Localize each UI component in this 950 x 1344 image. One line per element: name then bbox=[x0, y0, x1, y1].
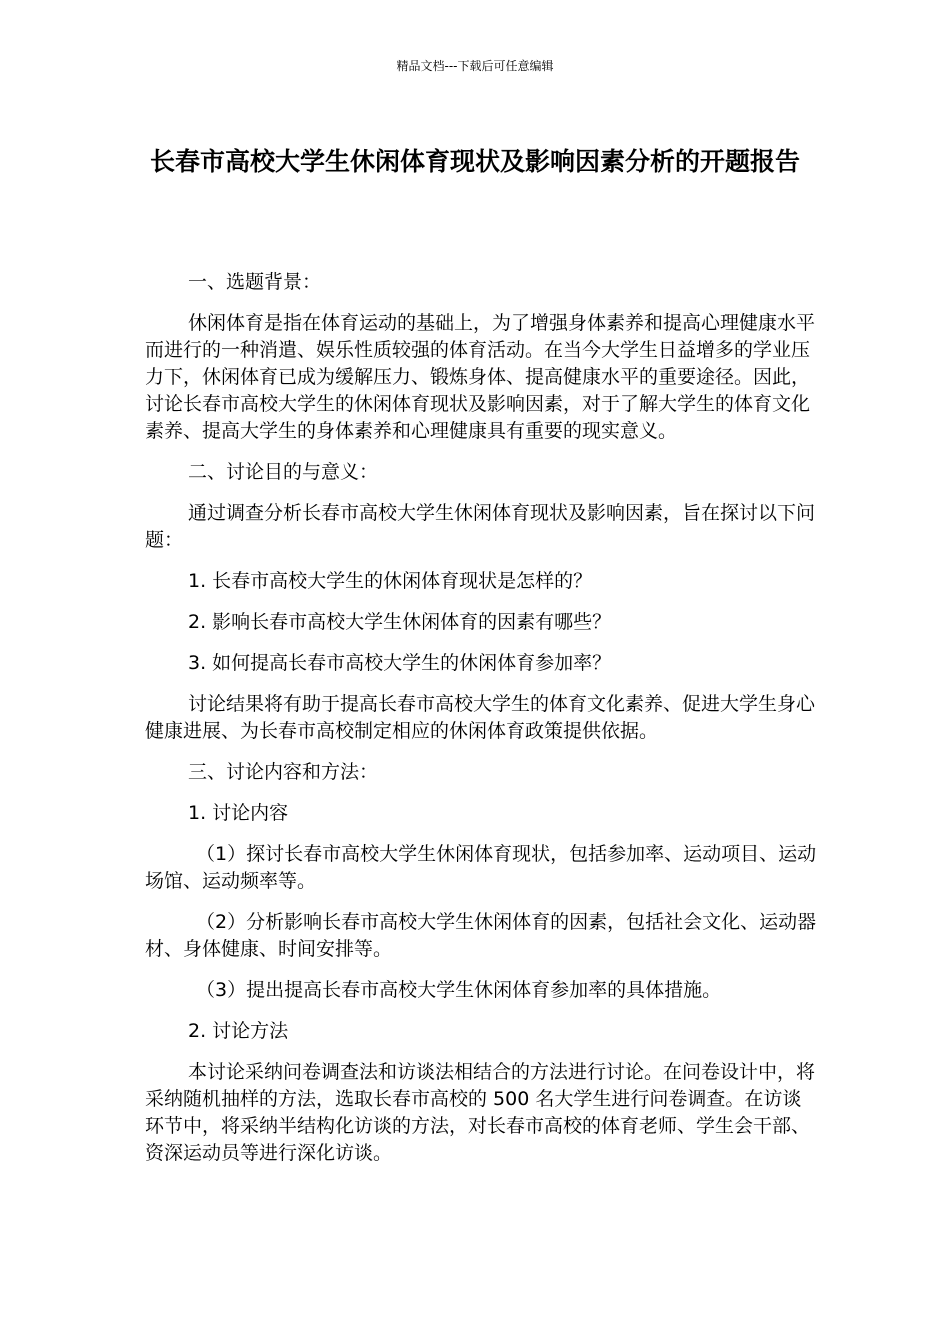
subheading-method: 2. 讨论方法 bbox=[188, 1020, 289, 1042]
paragraph-background: 休闲体育是指在体育运动的基础上，为了增强身体素养和提高心理健康水平而进行的一种消遣、娱乐性质较强的体育活动。在当今大学生日益增多的学业压力下，休闲体育已成为缓解压力、锻炼身体、提高健康水平的重要途径。因此，讨论长春市高校大学生的休闲体育现状及影响因素，对于了解大学生的体育文化素养、提高大学生的身体素养和心理健康具有重要的现实意义。 bbox=[145, 312, 816, 442]
paragraph-purpose: 通过调查分析长春市高校大学生休闲体育现状及影响因素，旨在探讨以下问题： bbox=[145, 502, 816, 551]
section-heading-purpose: 二、讨论目的与意义： bbox=[188, 461, 379, 483]
question-item-1: 1. 长春市高校大学生的休闲体育现状是怎样的？ bbox=[188, 570, 593, 592]
question-item-2: 2. 影响长春市高校大学生休闲体育的因素有哪些？ bbox=[188, 611, 612, 633]
document-body bbox=[145, 269, 817, 1181]
subheading-content: 1. 讨论内容 bbox=[188, 802, 289, 824]
document-title: 长春市高校大学生休闲体育现状及影响因素分析的开题报告 bbox=[149, 147, 800, 176]
content-item-2: （2）分析影响长春市高校大学生休闲体育的因素，包括社会文化、运动器材、身体健康、时间安排等。 bbox=[145, 911, 817, 960]
content-item-3: （3）提出提高长春市高校大学生休闲体育参加率的具体措施。 bbox=[196, 979, 722, 1001]
paragraph-method: 本讨论采纳问卷调查法和访谈法相结合的方法进行讨论。在问卷设计中，将采纳随机抽样的方法，选取长春市高校的 500 名大学生进行问卷调查。在访谈环节中，将采纳半结构化访谈的方法，对长春市高校的体育老师、学生会干部、资深运动员等进行深化访谈。 bbox=[145, 1061, 816, 1164]
paragraph-significance: 讨论结果将有助于提高长春市高校大学生的体育文化素养、促进大学生身心健康进展、为长春市高校制定相应的休闲体育政策提供依据。 bbox=[145, 693, 816, 742]
content-item-1: （1）探讨长春市高校大学生休闲体育现状，包括参加率、运动项目、运动场馆、运动频率等。 bbox=[145, 843, 817, 892]
header-note: 精品文档---下载后可任意编辑 bbox=[396, 59, 554, 73]
question-item-3: 3. 如何提高长春市高校大学生的休闲体育参加率？ bbox=[188, 652, 612, 674]
section-heading-background: 一、选题背景： bbox=[188, 271, 322, 293]
section-heading-content-method: 三、讨论内容和方法： bbox=[188, 761, 379, 783]
